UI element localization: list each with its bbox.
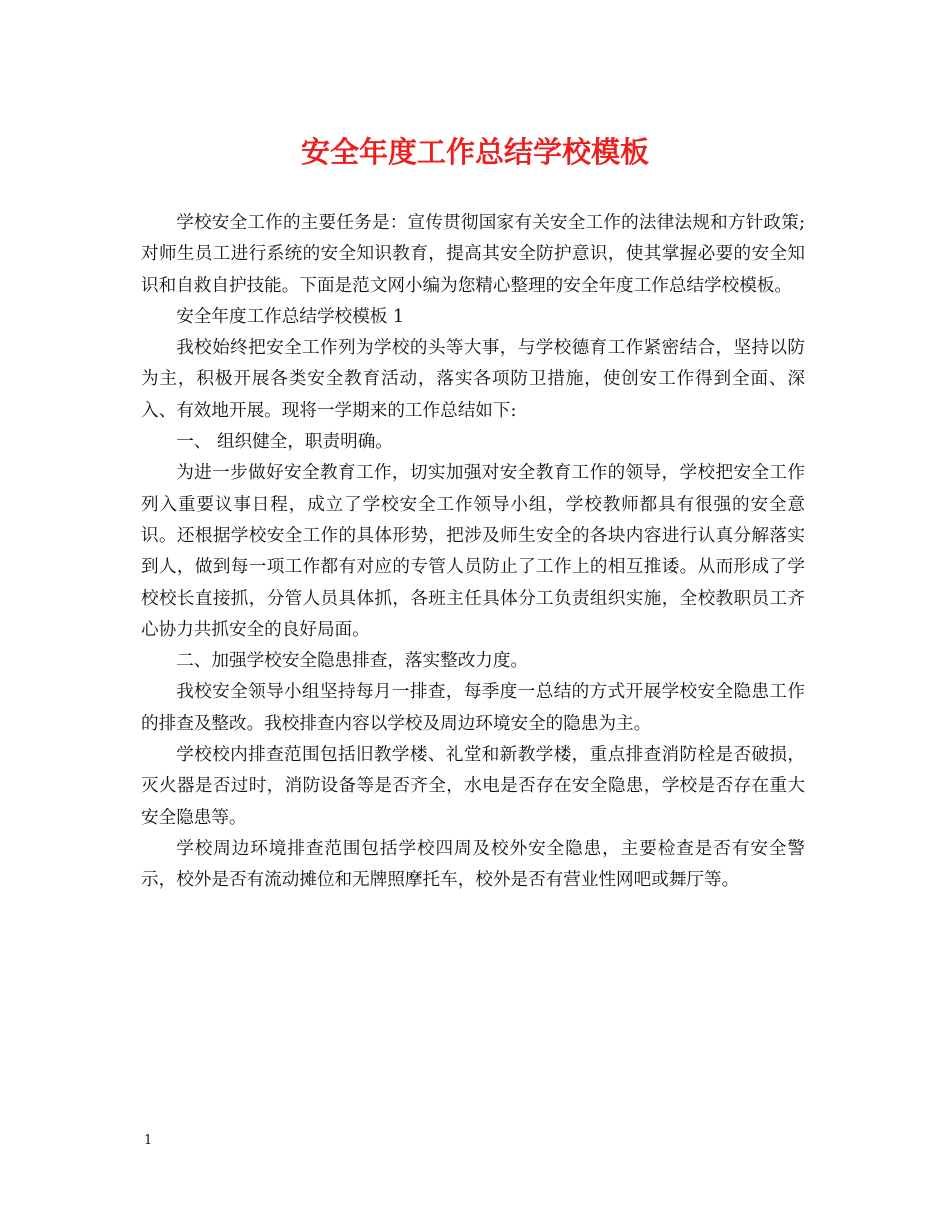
paragraph-campus-inspection: 学校校内排查范围包括旧教学楼、礼堂和新教学楼，重点排查消防栓是否破损，灭火器是否过时，消防设备等是否齐全，水电是否存在安全隐患，学校是否存在重大安全隐患等。 — [141, 745, 805, 828]
paragraph-overview: 我校始终把安全工作列为学校的头等大事，与学校德育工作紧密结合，坚持以防为主，积极开展各类安全教育活动，落实各项防卫措施，使创安工作得到全面、深入、有效地开展。现将一学期来的工作总结如下: — [141, 338, 805, 421]
page-title: 安全年度工作总结学校模板 — [300, 135, 649, 169]
paragraph-inspection: 我校安全领导小组坚持每月一排查，每季度一总结的方式开展学校安全隐患工作的排查及整改。我校排查内容以学校及周边环境安全的隐患为主。 — [141, 682, 805, 734]
paragraph-organization: 为进一步做好安全教育工作，切实加强对安全教育工作的领导，学校把安全工作列入重要议事日程，成立了学校安全工作领导小组，学校教师都具有很强的安全意识。还根据学校安全工作的具体形势，把涉及师生安全的各块内容进行认真分解落实到人，做到每一项工作都有对应的专管人员防止了工作上的相互推诿。从而形成了学校校长直接抓，分管人员具体抓，各班主任具体分工负责组织实施，全校教职员工齐心协力共抓安全的良好局面。 — [141, 463, 805, 640]
section-heading-2: 二、加强学校安全隐患排查，落实整改力度。 — [176, 651, 529, 672]
paragraph-surroundings-inspection: 学校周边环境排查范围包括学校四周及校外安全隐患，主要检查是否有安全警示，校外是否有流动摊位和无牌照摩托车，校外是否有营业性网吧或舞厅等。 — [141, 838, 805, 891]
document-body — [141, 208, 805, 897]
page-number: 1 — [144, 1133, 153, 1148]
section-heading-1: 一、 组织健全，职责明确。 — [176, 432, 393, 453]
paragraph-intro: 学校安全工作的主要任务是：宣传贯彻国家有关安全工作的法律法规和方针政策;对师生员工进行系统的安全知识教育，提高其安全防护意识，使其掌握必要的安全知识和自救自护技能。下面是范文网小编为您精心整理的安全年度工作总结学校模板。 — [141, 213, 805, 296]
paragraph-subtitle: 安全年度工作总结学校模板 1 — [176, 306, 405, 327]
